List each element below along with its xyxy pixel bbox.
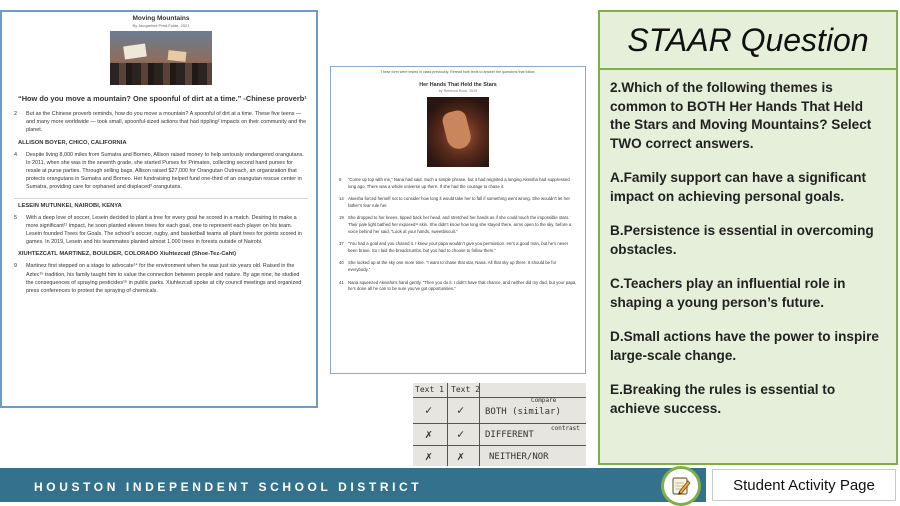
pencil-notepad-icon[interactable] [661, 466, 701, 506]
answer-option-b: B.Persistence is essential in overcoming obstacles. [610, 223, 874, 257]
doc2-author: by Rebecca Roch, 2019 [438, 89, 478, 93]
doc1-quote: “How do you move a mountain? One spoonful of dirt at a time.” -Chinese proverb¹ [18, 94, 307, 103]
doc1-section-heading: ALLISON BOYER, CHICO, CALIFORNIA [18, 139, 127, 146]
protest-photo [110, 31, 212, 85]
doc2-paragraph: 19 She dropped to her knees, tipped back her head, and stretched her hands as if she could touch the impossible stars. Their pale light bathed her exposed¹² skin. She didn’t know how long she stayed there, arms open to the sky, before a voice behind her said, “Look at your hands, sweetbiscuit.” [339, 215, 572, 234]
doc1-title: Moving Mountains [132, 15, 190, 22]
doc2-paragraph: 41 Nana squeezed Akeisha’s hand gently. “Then you do it. I didn’t have that chance, and neither did my dad, but your papa, he’s done all he can to be sure you’ve got opportunities.” [339, 279, 577, 292]
her-hands-document [330, 66, 586, 374]
question-header [600, 12, 896, 70]
doc2-paragraph: 37 “You had a goal and you chased it. I knew your papa wouldn’t give you permission. He’s a good man, but he’s never been brave. So I laid the breadcrumbs, but you had to choose to follow them.” [339, 241, 569, 253]
doc1-section-heading: LESEIN MUTUNKEI, NAIROBI, KENYA [18, 202, 122, 209]
doc1-paragraph-9: 9 Martinez first stepped on a stage to advocate¹⁴ for the environment when he was just six years old. Raised in the Aztec¹⁵ tradition, his family taught him to value the connection between people and nature. By age nine, he studied the consequences of spraying pesticides¹⁶ in public parks. Xiuhtezcatl spoke at city council meetings and organized press conferences to protest the spraying of chemicals. [14, 263, 302, 295]
tally-label: DIFFERENT [485, 430, 534, 440]
answer-option-e: E.Breaking the rules is essential to achieve success. [610, 382, 836, 416]
moving-mountains-document [0, 10, 318, 408]
answer-option-a: A.Family support can have a significant impact on achieving personal goals. [610, 170, 867, 204]
tally-mark: ✓ [457, 403, 465, 417]
tally-mark: ✗ [425, 427, 433, 441]
doc1-paragraph-2: 2 But as the Chinese proverb reminds, how do you move a mountain? A spoonful of dirt at a time. These five teens — and many more worldwide — took small, spoonful-sized actions that had rippling² impacts on their community and the planet. [14, 111, 307, 134]
tally-label: NEITHER/NOR [489, 452, 549, 462]
doc1-section-heading: XIUHTEZCATL MARTINEZ, BOULDER, COLORADO Xiuhtezcatl (Shoe-Tez-Caht) [18, 251, 237, 258]
district-name: HOUSTON INDEPENDENT SCHOOL DISTRICT [34, 480, 423, 494]
hand-photo [427, 97, 489, 167]
tally-chart-photo [413, 383, 586, 469]
tally-col2-header: Text 2 [451, 385, 480, 394]
tally-mark: ✗ [457, 449, 465, 463]
tally-mark: ✓ [457, 427, 465, 441]
answer-option-d: D.Small actions have the power to inspire large-scale change. [610, 329, 879, 363]
doc2-title: Her Hands That Held the Stars [419, 82, 497, 88]
footer [0, 466, 900, 506]
tally-col1-header: Text 1 [415, 385, 444, 394]
question-prompt: 2.Which of the following themes is common to BOTH Her Hands That Held the Stars and Moving Mountains? Select TWO correct answers. [610, 80, 872, 151]
doc1-paragraph-5: 5 With a deep love of soccer, Lesein decided to plant a tree for every goal he scored in a match. Desiring to make a more significant¹¹ impact, he soon planted eleven trees for each goal, one to represent each player on his team. Lesein founded Trees for Goals. The school’s soccer, rugby, and basketball teams all plant trees for points scored in games. In 2019, Lesein and his teammates planted almost 1,000 trees in forests outside of Nairobi. [14, 214, 302, 246]
doc1-paragraph-4: 4 Despite living 8,000 miles from Sumatra and Borneo, Allison raised money to help seriously endangered orangutans. In 2011, when she was in the seventh grade, she started Purses for Primates, collecting second hand purses for resale at purse parties. Through selling bags, Allison raised $27,000 for Orangutan Outreach, an organization that protects orangutans in Sumatra and Borneo. Her fundraising helped fund one-third of an orangutan rescue center in Sumatra, providing care for orphaned and displaced³ orangutans. [14, 151, 304, 191]
answer-option-c: C.Teachers play an influential role in shaping a young person’s future. [610, 276, 846, 310]
doc2-intro: These form were tested in class previously. Reread both texts to answer the questions that follow. [380, 70, 536, 74]
tally-label: BOTH (similar) [485, 407, 561, 417]
tally-mark: ✗ [425, 449, 433, 463]
student-activity-page-button[interactable]: Student Activity Page [712, 469, 896, 501]
tally-mark: ✓ [425, 403, 433, 417]
doc1-author: By Jacqueline Pratt-Fulde, 2021 [132, 23, 190, 28]
tally-note: Compare [531, 397, 557, 404]
question-body [600, 70, 896, 418]
doc2-paragraph: 9 “Come up top with me,” Nana had said. Such a simple phrase, but it had reignited a longing Akeisha had suppressed long ago. There was a whole universe up there. If she had the courage to chase it. [339, 177, 570, 189]
doc2-paragraph: 14 Akeisha forced herself not to consider how long it would take her to fall if something went wrong. She wouldn’t let her father’s fear rule her. [339, 196, 570, 208]
district-banner [0, 468, 706, 502]
doc2-paragraph: 40 She looked up at the sky one more time. “I want to chase that star, Nana. All that sky up there. It should be for everybody.” [339, 260, 557, 272]
staar-question-panel [598, 10, 898, 465]
question-title: STAAR Question [627, 21, 869, 58]
tally-note: contrast [551, 425, 580, 432]
